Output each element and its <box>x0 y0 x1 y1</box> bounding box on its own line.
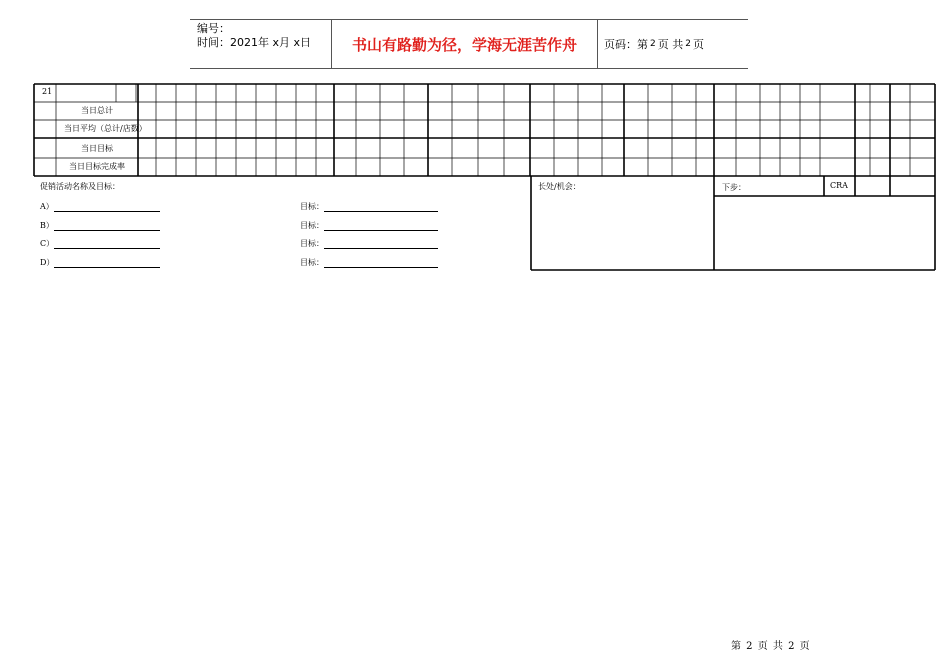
time-month-unit: 月 <box>279 36 291 49</box>
page-mid: 页 共 <box>657 38 684 51</box>
cra-label: CRA <box>830 181 848 190</box>
header-page-info <box>598 20 748 68</box>
promo-item-c: C） <box>40 238 160 249</box>
promo-target-a: 目标： <box>300 201 438 212</box>
opportunity-label: 长处/机会： <box>538 182 581 191</box>
header-meta <box>190 20 332 68</box>
page-num: 2 <box>650 39 656 49</box>
promo-target-d: 目标： <box>300 257 438 268</box>
page-end: 页 <box>692 38 704 51</box>
row-label-daily-total: 当日总计 <box>81 106 113 115</box>
promo-item-b: B） <box>40 220 160 231</box>
promo-item-d: D） <box>40 257 160 268</box>
promo-target-b: 目标： <box>300 220 438 231</box>
page-footer: 第 2 页 共 2 页 <box>731 641 811 652</box>
row-label-target-rate: 当日目标完成率 <box>69 162 125 171</box>
serial-label: 编号： <box>197 22 230 35</box>
row-number: 21 <box>42 87 53 96</box>
time-line <box>197 36 331 50</box>
page-header <box>190 19 748 69</box>
page-total: 2 <box>685 39 691 49</box>
time-prefix: 时间：2021 <box>197 36 258 49</box>
next-step-label: 下步： <box>722 183 746 192</box>
time-day-unit: 日 <box>300 36 312 49</box>
time-year-unit: 年 <box>258 36 269 49</box>
promo-target-c: 目标： <box>300 238 438 249</box>
promo-title: 促销活动名称及目标： <box>40 182 120 191</box>
page-label: 页码：第 <box>604 38 648 51</box>
promo-item-a: A） <box>40 201 160 212</box>
header-motto: 书山有路勤为径，学海无涯苦作舟 <box>332 20 598 68</box>
row-label-daily-target: 当日目标 <box>81 144 113 153</box>
row-label-daily-average: 当日平均（总计/店数） <box>64 124 147 133</box>
time-x2: x <box>293 36 301 49</box>
time-x1: x <box>272 36 280 49</box>
